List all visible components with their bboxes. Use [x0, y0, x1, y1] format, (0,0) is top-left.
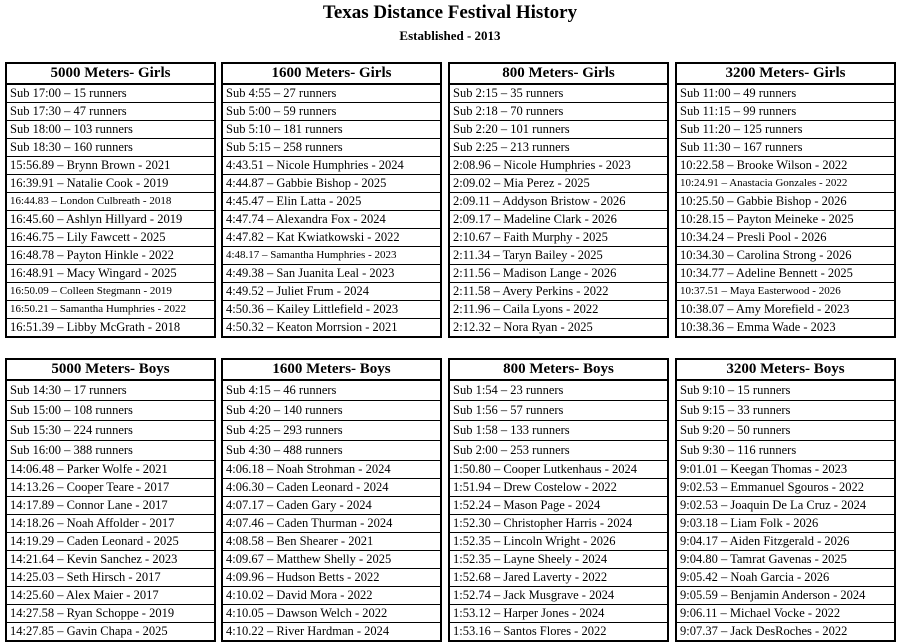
- sub-time-row: Sub 1:54 – 23 runners: [449, 380, 668, 401]
- sub-time-row: Sub 4:20 – 140 runners: [222, 401, 441, 421]
- record-row: 2:11.56 – Madison Lange - 2026: [449, 265, 668, 283]
- record-row: 9:02.53 – Emmanuel Sgouros - 2022: [676, 479, 895, 497]
- record-row: 10:34.30 – Carolina Strong - 2026: [676, 247, 895, 265]
- record-row: 1:53.16 – Santos Flores - 2022: [449, 623, 668, 642]
- record-row: 4:07.17 – Caden Gary - 2024: [222, 497, 441, 515]
- boys-5000m-table: [5, 358, 216, 642]
- record-row: 9:04.80 – Tamrat Gavenas - 2025: [676, 551, 895, 569]
- sub-time-row: Sub 4:30 – 488 runners: [222, 441, 441, 461]
- record-row: 9:04.17 – Aiden Fitzgerald - 2026: [676, 533, 895, 551]
- sub-time-row: Sub 15:30 – 224 runners: [6, 421, 215, 441]
- record-row: 14:27.85 – Gavin Chapa - 2025: [6, 623, 215, 642]
- sub-time-row: Sub 4:55 – 27 runners: [222, 84, 441, 103]
- sub-time-row: Sub 4:25 – 293 runners: [222, 421, 441, 441]
- record-row: 4:47.74 – Alexandra Fox - 2024: [222, 211, 441, 229]
- page-subtitle: Established - 2013: [399, 28, 501, 43]
- record-row: 4:44.87 – Gabbie Bishop - 2025: [222, 175, 441, 193]
- sub-time-row: Sub 9:10 – 15 runners: [676, 380, 895, 401]
- girls-800m-table: [448, 62, 669, 338]
- record-row: 4:47.82 – Kat Kwiatkowski - 2022: [222, 229, 441, 247]
- record-row: 16:39.91 – Natalie Cook - 2019: [6, 175, 215, 193]
- record-row: 10:34.77 – Adeline Bennett - 2025: [676, 265, 895, 283]
- sub-time-row: Sub 18:00 – 103 runners: [6, 121, 215, 139]
- record-row: 4:10.05 – Dawson Welch - 2022: [222, 605, 441, 623]
- sub-time-row: Sub 2:18 – 70 runners: [449, 103, 668, 121]
- record-row: 4:10.02 – David Mora - 2022: [222, 587, 441, 605]
- record-row: 10:24.91 – Anastacia Gonzales - 2022: [676, 175, 895, 193]
- record-row: 16:50.09 – Colleen Stegmann - 2019: [6, 283, 215, 301]
- record-row: 4:45.47 – Elin Latta - 2025: [222, 193, 441, 211]
- record-row: 16:45.60 – Ashlyn Hillyard - 2019: [6, 211, 215, 229]
- record-row: 9:02.53 – Joaquin De La Cruz - 2024: [676, 497, 895, 515]
- record-row: 10:38.07 – Amy Morefield - 2023: [676, 301, 895, 319]
- record-row: 15:56.89 – Brynn Brown - 2021: [6, 157, 215, 175]
- record-row: 4:08.58 – Ben Shearer - 2021: [222, 533, 441, 551]
- record-row: 16:46.75 – Lily Fawcett - 2025: [6, 229, 215, 247]
- record-row: 1:53.12 – Harper Jones - 2024: [449, 605, 668, 623]
- record-row: 1:50.80 – Cooper Lutkenhaus - 2024: [449, 461, 668, 479]
- sub-time-row: Sub 11:15 – 99 runners: [676, 103, 895, 121]
- record-row: 14:25.60 – Alex Maier - 2017: [6, 587, 215, 605]
- record-row: 10:28.15 – Payton Meineke - 2025: [676, 211, 895, 229]
- record-row: 10:38.36 – Emma Wade - 2023: [676, 319, 895, 338]
- record-row: 14:19.29 – Caden Leonard - 2025: [6, 533, 215, 551]
- record-row: 9:05.42 – Noah Garcia - 2026: [676, 569, 895, 587]
- record-row: 2:09.11 – Addyson Bristow - 2026: [449, 193, 668, 211]
- sub-time-row: Sub 5:15 – 258 runners: [222, 139, 441, 157]
- sub-time-row: Sub 17:00 – 15 runners: [6, 84, 215, 103]
- record-row: 2:09.02 – Mia Perez - 2025: [449, 175, 668, 193]
- record-row: 14:13.26 – Cooper Teare - 2017: [6, 479, 215, 497]
- sub-time-row: Sub 9:20 – 50 runners: [676, 421, 895, 441]
- record-row: 2:11.58 – Avery Perkins - 2022: [449, 283, 668, 301]
- sub-time-row: Sub 9:30 – 116 runners: [676, 441, 895, 461]
- sub-time-row: Sub 1:58 – 133 runners: [449, 421, 668, 441]
- record-row: 10:25.50 – Gabbie Bishop - 2026: [676, 193, 895, 211]
- record-row: 4:50.32 – Keaton Morrsion - 2021: [222, 319, 441, 338]
- record-row: 1:52.24 – Mason Page - 2024: [449, 497, 668, 515]
- sub-time-row: Sub 11:00 – 49 runners: [676, 84, 895, 103]
- boys-3200m-table: [675, 358, 896, 642]
- record-row: 4:07.46 – Caden Thurman - 2024: [222, 515, 441, 533]
- record-row: 9:05.59 – Benjamin Anderson - 2024: [676, 587, 895, 605]
- record-row: 1:52.35 – Layne Sheely - 2024: [449, 551, 668, 569]
- record-row: 4:09.67 – Matthew Shelly - 2025: [222, 551, 441, 569]
- record-row: 14:27.58 – Ryan Schoppe - 2019: [6, 605, 215, 623]
- sub-time-row: Sub 17:30 – 47 runners: [6, 103, 215, 121]
- page-title: Texas Distance Festival History: [322, 2, 578, 23]
- event-header: 1600 Meters- Girls: [222, 63, 441, 84]
- sub-time-row: Sub 5:00 – 59 runners: [222, 103, 441, 121]
- sub-time-row: Sub 15:00 – 108 runners: [6, 401, 215, 421]
- boys-1600m-table: [221, 358, 442, 642]
- event-header: 3200 Meters- Girls: [676, 63, 895, 84]
- girls-5000m-table: [5, 62, 216, 338]
- record-row: 2:09.17 – Madeline Clark - 2026: [449, 211, 668, 229]
- record-row: 1:52.30 – Christopher Harris - 2024: [449, 515, 668, 533]
- record-row: 4:48.17 – Samantha Humphries - 2023: [222, 247, 441, 265]
- record-row: 1:52.74 – Jack Musgrave - 2024: [449, 587, 668, 605]
- sub-time-row: Sub 2:25 – 213 runners: [449, 139, 668, 157]
- record-row: 16:48.91 – Macy Wingard - 2025: [6, 265, 215, 283]
- event-header: 1600 Meters- Boys: [222, 359, 441, 380]
- record-row: 2:12.32 – Nora Ryan - 2025: [449, 319, 668, 338]
- record-row: 10:37.51 – Maya Easterwood - 2026: [676, 283, 895, 301]
- record-row: 1:51.94 – Drew Costelow - 2022: [449, 479, 668, 497]
- sub-time-row: Sub 9:15 – 33 runners: [676, 401, 895, 421]
- record-row: 4:49.38 – San Juanita Leal - 2023: [222, 265, 441, 283]
- record-row: 10:34.24 – Presli Pool - 2026: [676, 229, 895, 247]
- event-header: 3200 Meters- Boys: [676, 359, 895, 380]
- record-row: 2:11.34 – Taryn Bailey - 2025: [449, 247, 668, 265]
- record-row: 4:43.51 – Nicole Humphries - 2024: [222, 157, 441, 175]
- record-row: 14:06.48 – Parker Wolfe - 2021: [6, 461, 215, 479]
- girls-1600m-table: [221, 62, 442, 338]
- record-row: 10:22.58 – Brooke Wilson - 2022: [676, 157, 895, 175]
- event-header: 800 Meters- Boys: [449, 359, 668, 380]
- record-row: 14:17.89 – Connor Lane - 2017: [6, 497, 215, 515]
- record-row: 4:09.96 – Hudson Betts - 2022: [222, 569, 441, 587]
- sub-time-row: Sub 4:15 – 46 runners: [222, 380, 441, 401]
- event-header: 5000 Meters- Girls: [6, 63, 215, 84]
- record-row: 1:52.35 – Lincoln Wright - 2026: [449, 533, 668, 551]
- sub-time-row: Sub 1:56 – 57 runners: [449, 401, 668, 421]
- event-header: 5000 Meters- Boys: [6, 359, 215, 380]
- event-header: 800 Meters- Girls: [449, 63, 668, 84]
- record-row: 4:06.18 – Noah Strohman - 2024: [222, 461, 441, 479]
- record-row: 4:06.30 – Caden Leonard - 2024: [222, 479, 441, 497]
- record-row: 16:50.21 – Samantha Humphries - 2022: [6, 301, 215, 319]
- record-row: 4:49.52 – Juliet Frum - 2024: [222, 283, 441, 301]
- sub-time-row: Sub 11:20 – 125 runners: [676, 121, 895, 139]
- record-row: 9:07.37 – Jack DesRoches - 2022: [676, 623, 895, 642]
- girls-3200m-table: [675, 62, 896, 338]
- record-row: 14:25.03 – Seth Hirsch - 2017: [6, 569, 215, 587]
- record-row: 2:11.96 – Caila Lyons - 2022: [449, 301, 668, 319]
- sub-time-row: Sub 16:00 – 388 runners: [6, 441, 215, 461]
- sub-time-row: Sub 18:30 – 160 runners: [6, 139, 215, 157]
- record-row: 14:21.64 – Kevin Sanchez - 2023: [6, 551, 215, 569]
- sub-time-row: Sub 11:30 – 167 runners: [676, 139, 895, 157]
- record-row: 9:01.01 – Keegan Thomas - 2023: [676, 461, 895, 479]
- sub-time-row: Sub 2:00 – 253 runners: [449, 441, 668, 461]
- record-row: 2:08.96 – Nicole Humphries - 2023: [449, 157, 668, 175]
- record-row: 16:48.78 – Payton Hinkle - 2022: [6, 247, 215, 265]
- boys-800m-table: [448, 358, 669, 642]
- record-row: 1:52.68 – Jared Laverty - 2022: [449, 569, 668, 587]
- record-row: 2:10.67 – Faith Murphy - 2025: [449, 229, 668, 247]
- record-row: 4:50.36 – Kailey Littlefield - 2023: [222, 301, 441, 319]
- record-row: 9:06.11 – Michael Vocke - 2022: [676, 605, 895, 623]
- record-row: 16:44.83 – London Culbreath - 2018: [6, 193, 215, 211]
- record-row: 4:10.22 – River Hardman - 2024: [222, 623, 441, 642]
- record-row: 14:18.26 – Noah Affolder - 2017: [6, 515, 215, 533]
- sub-time-row: Sub 2:20 – 101 runners: [449, 121, 668, 139]
- record-row: 9:03.18 – Liam Folk - 2026: [676, 515, 895, 533]
- sub-time-row: Sub 5:10 – 181 runners: [222, 121, 441, 139]
- sub-time-row: Sub 14:30 – 17 runners: [6, 380, 215, 401]
- record-row: 16:51.39 – Libby McGrath - 2018: [6, 319, 215, 338]
- sub-time-row: Sub 2:15 – 35 runners: [449, 84, 668, 103]
